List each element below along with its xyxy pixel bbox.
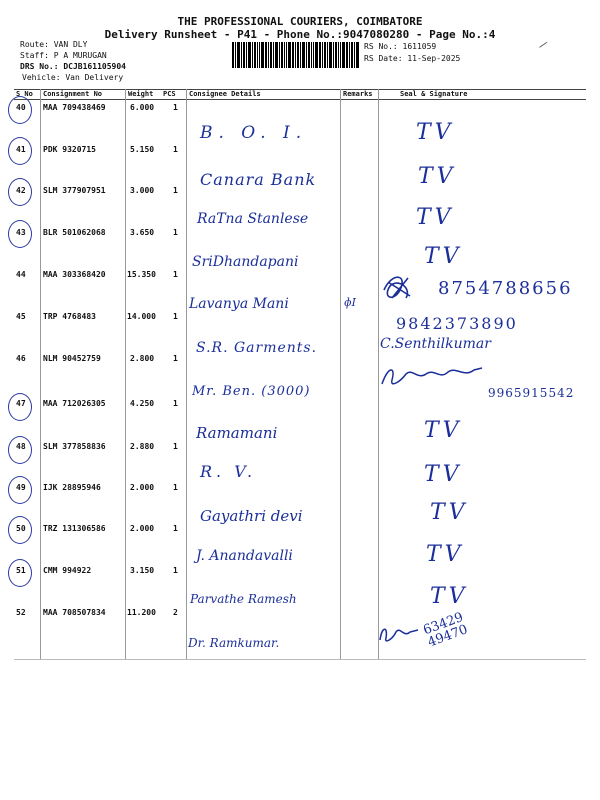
table-header-rule [14,99,586,100]
rs-number: RS No.: 1611059 [364,42,437,51]
col-divider [340,89,341,659]
scribbled-signature [378,360,488,392]
row-consignment-no: CMM 994922 [43,566,92,575]
row-pcs: 1 [173,312,178,321]
row-weight: 14.000 [127,312,156,321]
row-consignment-no: MAA 712026305 [43,399,106,408]
scribbled-signature [376,620,420,646]
row-consignee: R. V. [200,462,257,481]
row-signature: TV [426,542,465,567]
row-sno: 51 [16,566,26,575]
col-header-seal-signature: Seal & Signature [400,90,468,98]
row-pcs: 1 [173,145,178,154]
row-sno: 42 [16,186,26,195]
row-pcs: 2 [173,608,178,617]
row-consignee: SriDhandapani [192,254,299,270]
scribbled-signature [378,268,418,308]
row-sno: 52 [16,608,26,617]
row-signature: TV [424,462,463,487]
row-sno: 48 [16,442,26,451]
row-pcs: 1 [173,186,178,195]
row-consignee: Canara Bank [200,170,317,189]
row-signature: TV [424,244,463,269]
row-consignment-no: SLM 377907951 [43,186,106,195]
corner-tick-icon: / [537,39,549,52]
row-pcs: 1 [173,103,178,112]
drs-label: DRS No.: DCJB161105904 [20,62,126,71]
row-weight: 5.150 [130,145,155,154]
rs-date: RS Date: 11-Sep-2025 [364,54,461,63]
row-weight: 4.250 [130,399,155,408]
row-consignee: Dr. Ramkumar. [188,636,280,650]
row-sno: 47 [16,399,26,408]
row-consignment-no: BLR 501062068 [43,228,106,237]
extra-mark: ɸI [344,296,356,309]
route-label: Route: VAN DLY [20,40,88,49]
row-phone: 63429 49470 [421,610,470,651]
row-consignee: RaTna Stanlese [197,211,309,227]
row-consignee: Mr. Ben. (3000) [192,384,311,399]
row-sno: 46 [16,354,26,363]
row-phone: 8754788656 [438,278,573,299]
col-header-consignment: Consignment No [43,90,103,98]
row-pcs: 1 [173,566,178,575]
row-sno: 45 [16,312,26,321]
company-title: THE PROFESSIONAL COURIERS, COIMBATORE [177,15,423,28]
staff-label: Staff: P A MURUGAN [20,51,107,60]
row-pcs: 1 [173,524,178,533]
row-consignment-no: NLM 90452759 [43,354,101,363]
row-consignment-no: SLM 377858836 [43,442,106,451]
row-weight: 6.000 [130,103,155,112]
row-consignee: Lavanya Mani [189,296,289,312]
row-weight: 3.150 [130,566,155,575]
row-weight: 3.000 [130,186,155,195]
row-pcs: 1 [173,270,178,279]
row-consignment-no: PDK 9320715 [43,145,96,154]
row-phone: 9965915542 [488,386,575,400]
table-bottom-rule [14,659,586,660]
row-consignment-no: TRZ 131306586 [43,524,106,533]
row-weight: 3.650 [130,228,155,237]
row-consignee: Ramamani [196,424,278,442]
row-weight: 2.000 [130,483,155,492]
row-signature: C.Senthilkumar [380,336,491,352]
row-signature: TV [418,164,457,189]
row-pcs: 1 [173,483,178,492]
col-divider [125,89,126,659]
row-pcs: 1 [173,399,178,408]
row-weight: 2.880 [130,442,155,451]
row-pcs: 1 [173,228,178,237]
col-header-remarks: Remarks [343,90,373,98]
row-sno: 43 [16,228,26,237]
col-header-pcs: PCS [163,90,176,98]
row-consignee: B. O. I. [200,123,308,143]
row-weight: 11.200 [127,608,156,617]
row-consignment-no: TRP 4768483 [43,312,96,321]
row-consignee: Parvathe Ramesh [190,592,297,606]
row-pcs: 1 [173,442,178,451]
col-divider [186,89,187,659]
row-consignee: Gayathri devi [200,507,303,525]
row-weight: 2.000 [130,524,155,533]
vehicle-label: Vehicle: Van Delivery [22,73,124,82]
row-consignment-no: MAA 708507834 [43,608,106,617]
row-signature: TV [416,205,455,230]
row-consignment-no: MAA 709438469 [43,103,106,112]
runsheet-subtitle: Delivery Runsheet - P41 - Phone No.:9047080280 - Page No.:4 [104,28,496,41]
col-header-consignee: Consignee Details [189,90,261,98]
row-consignment-no: IJK 28895946 [43,483,101,492]
row-consignee: S.R. Garments. [196,340,318,356]
col-divider [40,89,41,659]
row-weight: 15.350 [127,270,156,279]
col-header-sno: S No [16,90,33,98]
row-sno: 50 [16,524,26,533]
row-signature: TV [424,418,463,443]
row-signature: TV [416,120,455,145]
row-weight: 2.800 [130,354,155,363]
row-sno: 44 [16,270,26,279]
row-sno: 49 [16,483,26,492]
row-signature: TV [430,584,469,609]
row-signature: TV [430,500,469,525]
row-sno: 41 [16,145,26,154]
row-phone: 9842373890 [396,314,518,333]
barcode [232,42,360,68]
row-sno: 40 [16,103,26,112]
col-header-weight: Weight [128,90,154,98]
row-pcs: 1 [173,354,178,363]
row-consignee: J. Anandavalli [196,548,293,564]
row-consignment-no: MAA 303368420 [43,270,106,279]
